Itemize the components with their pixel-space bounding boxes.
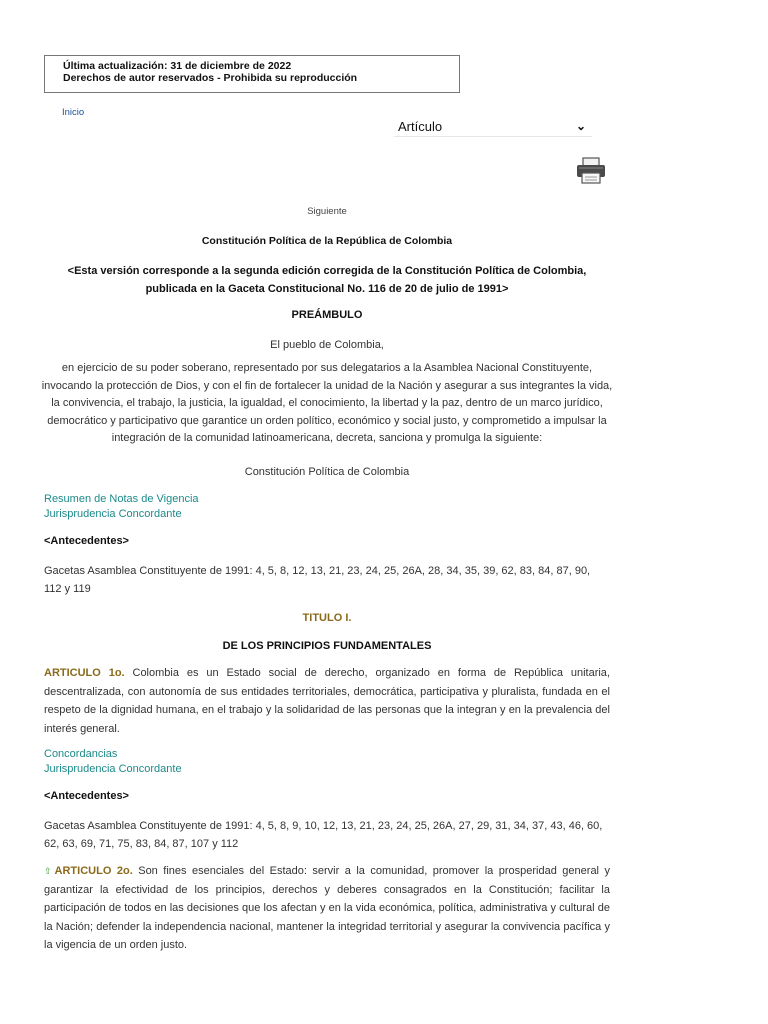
header-notice [44, 55, 460, 93]
document-title: Constitución Política de la República de Colombia [201, 235, 453, 247]
article-2-text: Son fines esenciales del Estado: servir a la comunidad, promover la prosperidad general y garantizar la efectividad de los principios, derechos y deberes consagrados en la Constitución; facilitar la participación de todos en las decisiones que los afectan y en la vida económica, política, administrativa y cultural de la Nación; defender la independencia nacional, mantener la integridad territorial y asegurar la convivencia pacífica y la vigencia de un orden justo. [44, 865, 610, 951]
article-1-label: ARTICULO 1o. [44, 667, 125, 679]
resumen-notas-link[interactable]: Resumen de Notas de Vigencia [44, 493, 199, 505]
titulo-subheading: DE LOS PRINCIPIOS FUNDAMENTALES [222, 640, 432, 652]
titulo-heading: TITULO I. [302, 612, 352, 624]
concordancias-link[interactable]: Concordancias [44, 748, 118, 760]
printer-icon[interactable] [575, 157, 607, 185]
jurisprudencia-link[interactable]: Jurisprudencia Concordante [44, 508, 182, 520]
article-2 [44, 862, 610, 955]
article-select-value: Artículo [398, 119, 443, 134]
gacetas-text-2: Gacetas Asamblea Constituyente de 1991: 4, 5, 8, 9, 10, 12, 13, 21, 23, 24, 25, 26A, 27, 29, 31, 34, 37, 43, 46, 60, 62, 63, 69, 71, 75, 83, 84, 87, 107 y 112 [44, 820, 603, 850]
pueblo-line: El pueblo de Colombia, [270, 339, 384, 351]
antecedentes-heading[interactable]: <Antecedentes> [44, 535, 129, 547]
last-updated-text: Última actualización: 31 de diciembre de 2022 [63, 60, 292, 72]
chevron-down-icon: ⌄ [575, 119, 586, 133]
article-select[interactable] [394, 117, 592, 137]
preambulo-heading: PREÁMBULO [291, 309, 363, 321]
article-2-label: ARTICULO 2o. [54, 865, 133, 877]
gacetas-text: Gacetas Asamblea Constituyente de 1991: 4, 5, 8, 12, 13, 21, 23, 24, 25, 26A, 28, 34, 35, 39, 62, 83, 84, 87, 90, 112 y 119 [44, 565, 591, 595]
article-1 [44, 664, 610, 738]
constitucion-name: Constitución Política de Colombia [244, 466, 410, 478]
article-1-text: Colombia es un Estado social de derecho, organizado en forma de República unitaria, descentralizada, con autonomía de sus entidades territoriales, democrática, participativa y pluralista, fundada en el respeto de la dignidad humana, en el trabajo y la solidaridad de las personas que la integran y en la prevalencia del interés general. [44, 667, 610, 735]
jurisprudencia-link-2[interactable]: Jurisprudencia Concordante [44, 763, 182, 775]
siguiente-link[interactable]: Siguiente [307, 206, 347, 217]
inicio-link[interactable]: Inicio [62, 107, 85, 118]
preambulo-text: en ejercicio de su poder soberano, representado por sus delegatarios a la Asamblea Nacional Constituyente, invocando la protección de Dios, y con el fin de fortalecer la unidad de la Nación y asegurar a sus integrantes la vida, la convivencia, el trabajo, la justicia, la igualdad, el conocimiento, la libertad y la paz, dentro de un marco jurídico, democrático y participativo que garantice un orden político, económico y social justo, y comprometido a impulsar la integración de la comunidad latinoamericana, decreta, sanciona y promulga la siguiente: [41, 362, 613, 444]
up-arrow-icon[interactable]: ⇧ [44, 866, 52, 876]
antecedentes-heading-2[interactable]: <Antecedentes> [44, 790, 129, 802]
copyright-text: Derechos de autor reservados - Prohibida su reproducción [63, 72, 358, 84]
version-note: <Esta versión corresponde a la segunda edición corregida de la Constitución Política de Colombia, publicada en la Gaceta Constitucional No. 116 de 20 de julio de 1991> [67, 265, 587, 295]
